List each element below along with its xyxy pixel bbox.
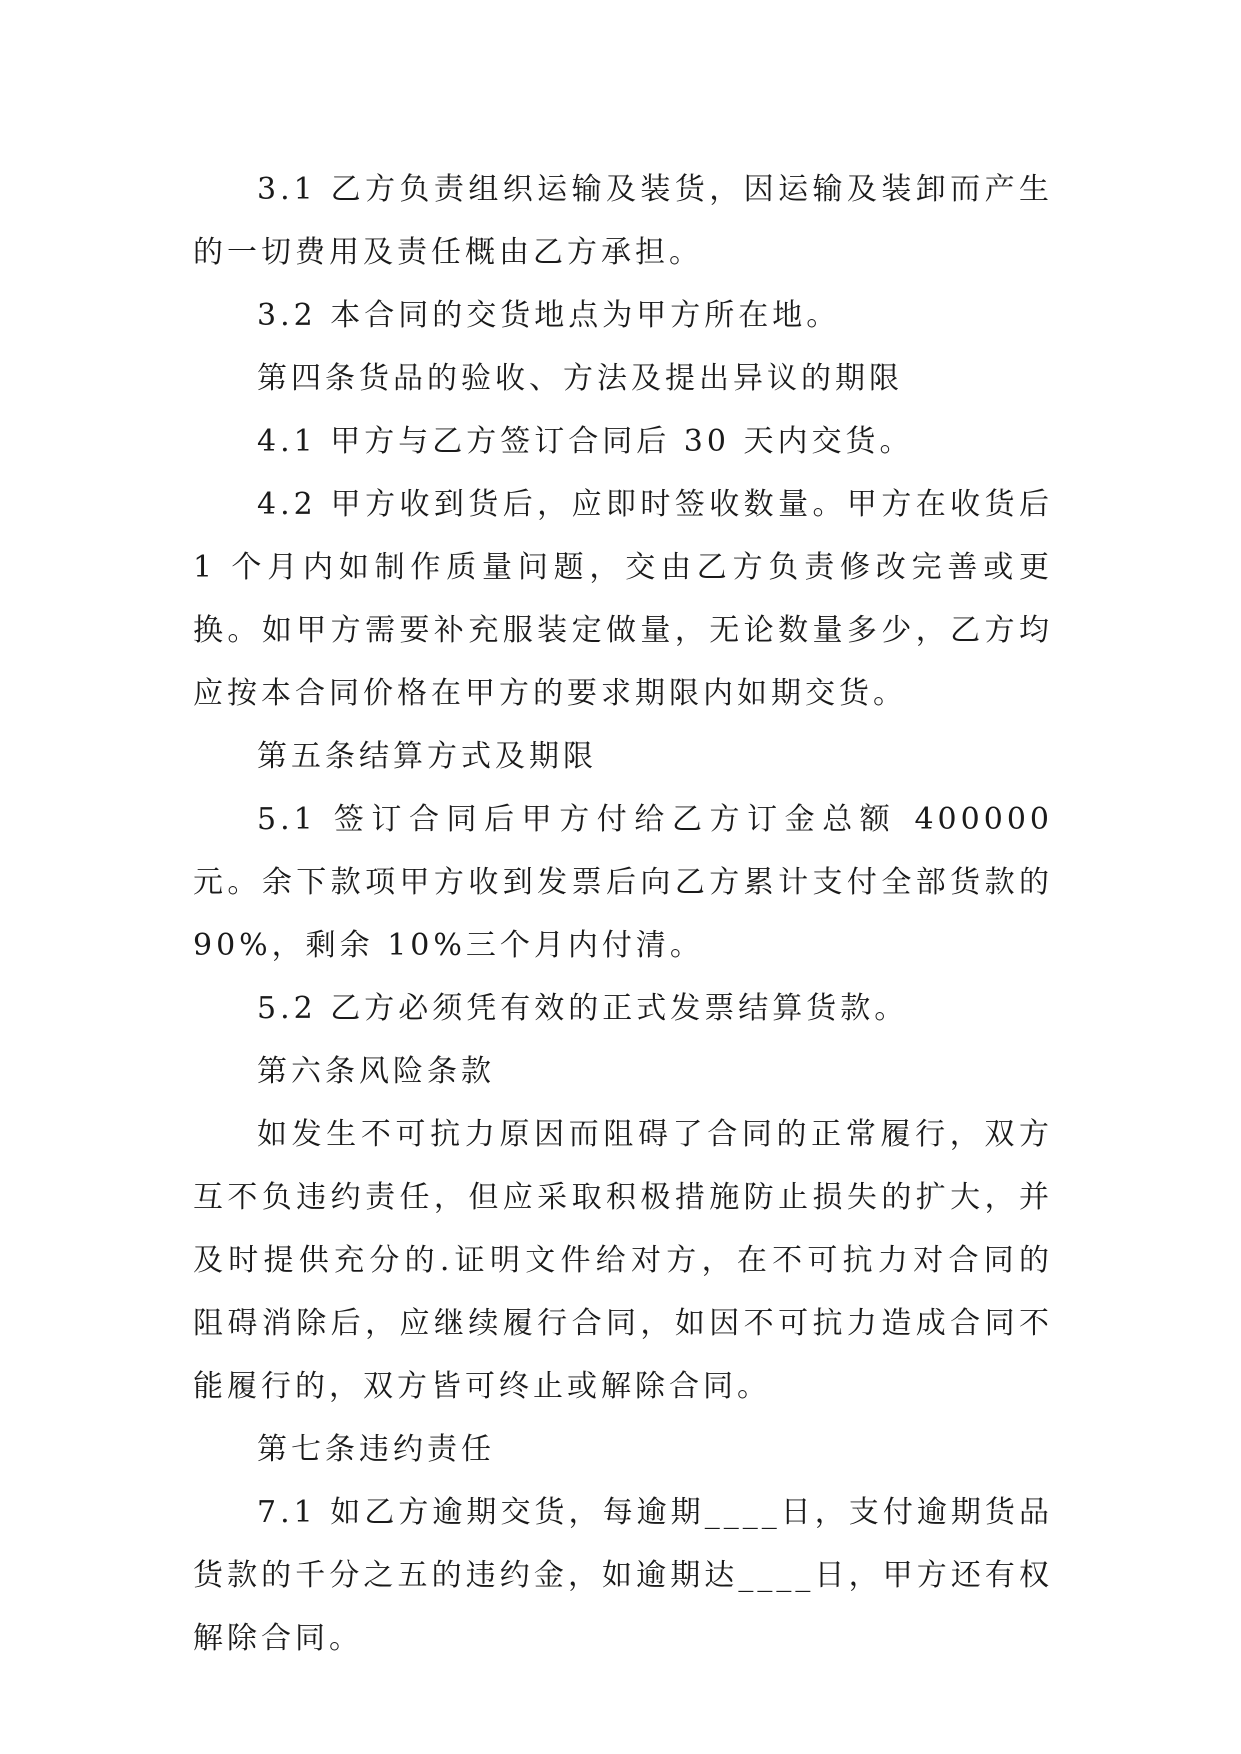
section-heading-article-4: 第四条货品的验收、方法及提出异议的期限 xyxy=(257,361,903,396)
paragraph-3-2: 3.2 本合同的交货地点为甲方所在地。 xyxy=(257,298,841,333)
paragraph-3-1: 3.1 乙方负责组织运输及装货，因运输及装卸而产生的一切费用及责任概由乙方承担。 xyxy=(193,172,1053,270)
paragraph-7-1: 7.1 如乙方逾期交货，每逾期____日，支付逾期货品货款的千分之五的违约金，如逾期达____日，甲方还有权解除合同。 xyxy=(193,1495,1053,1656)
paragraph-4-1: 4.1 甲方与乙方签订合同后 30 天内交货。 xyxy=(257,424,914,459)
paragraph-4-2: 4.2 甲方收到货后，应即时签收数量。甲方在收货后 1 个月内如制作质量问题，交由乙方负责修改完善或更换。如甲方需要补充服装定做量，无论数量多少，乙方均应按本合同价格在甲方的要求期限内如期交货。 xyxy=(193,487,1053,711)
paragraph-5-1: 5.1 签订合同后甲方付给乙方订金总额 400000 元。余下款项甲方收到发票后向乙方累计支付全部货款的 90%，剩余 10%三个月内付清。 xyxy=(193,802,1053,963)
paragraph-5-2: 5.2 乙方必须凭有效的正式发票结算货款。 xyxy=(257,991,909,1026)
section-heading-article-6: 第六条风险条款 xyxy=(257,1054,495,1089)
paragraph-force-majeure: 如发生不可抗力原因而阻碍了合同的正常履行，双方互不负违约责任，但应采取积极措施防止损失的扩大，并及时提供充分的.证明文件给对方，在不可抗力对合同的阻碍消除后，应继续履行合同，如因不可抗力造成合同不能履行的，双方皆可终止或解除合同。 xyxy=(193,1117,1053,1404)
document-body xyxy=(193,158,1053,1670)
section-heading-article-7: 第七条违约责任 xyxy=(257,1432,495,1467)
section-heading-article-5: 第五条结算方式及期限 xyxy=(257,739,597,774)
